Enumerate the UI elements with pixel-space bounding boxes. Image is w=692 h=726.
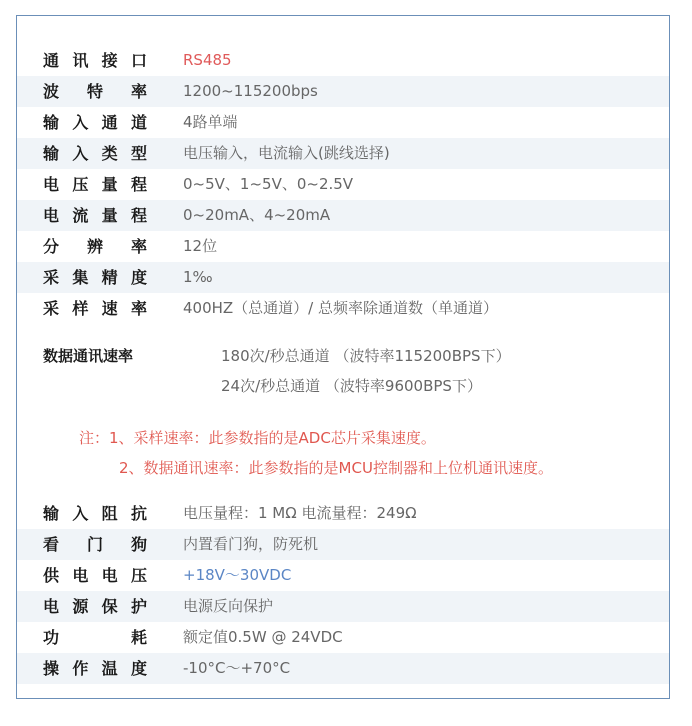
spec-label-char: 样 [72, 299, 89, 318]
spec-label-char: 接 [101, 51, 118, 70]
spec-value: 1‰ [183, 268, 213, 286]
spec-row [17, 138, 669, 169]
spec-label-char: 度 [130, 268, 147, 287]
spec-label-char: 电 [72, 566, 89, 585]
spec-value: 0~5V、1~5V、0~2.5V [183, 175, 354, 193]
spec-label-char: 保 [101, 597, 118, 616]
spec-label [43, 76, 147, 107]
spec-label [43, 231, 147, 262]
spec-label-char: 抗 [130, 504, 147, 523]
note-line-2: 2、数据通讯速率：此参数指的是MCU控制器和上位机通讯速度。 [119, 459, 553, 477]
spec-label-char: 型 [130, 144, 147, 163]
spec-value: 电压输入，电流输入(跳线选择) [183, 144, 390, 162]
spec-label [43, 560, 147, 591]
note-line-1: 注：1、采样速率：此参数指的是ADC芯片采集速度。 [79, 429, 436, 447]
spec-label-char: 电 [43, 597, 60, 616]
comm-rate-line-1: 180次/秒总通道 （波特率115200BPS下） [221, 347, 511, 365]
spec-label [43, 45, 147, 76]
spec-label [43, 293, 147, 324]
spec-label-char: 源 [72, 597, 89, 616]
spec-row [17, 107, 669, 138]
spec-label-char: 程 [130, 175, 147, 194]
spec-label-char: 分 [43, 237, 60, 256]
spec-row [17, 293, 669, 324]
spec-row [17, 653, 669, 684]
spec-row [17, 560, 669, 591]
spec-label-char: 率 [130, 299, 147, 318]
spec-label-char: 输 [43, 144, 60, 163]
spec-value: 4路单端 [183, 113, 238, 131]
spec-label-char: 类 [101, 144, 118, 163]
spec-label-char: 入 [72, 113, 89, 132]
spec-label-char: 温 [101, 659, 118, 678]
spec-label-char: 电 [101, 566, 118, 585]
spec-label-char: 波 [43, 82, 60, 101]
spec-row [17, 169, 669, 200]
spec-label-char: 率 [130, 237, 147, 256]
comm-rate-line-2: 24次/秒总通道 （波特率9600BPS下） [221, 377, 482, 395]
spec-label-char: 功 [43, 628, 60, 647]
spec-label-char: 压 [130, 566, 147, 585]
spec-label-char: 口 [130, 51, 147, 70]
spec-label-char: 入 [72, 504, 89, 523]
spec-label-char: 阻 [101, 504, 118, 523]
spec-value: RS485 [183, 51, 232, 69]
spec-label-char: 讯 [72, 51, 89, 70]
spec-label-char: 度 [130, 659, 147, 678]
spec-label-char: 输 [43, 113, 60, 132]
spec-label-char: 通 [101, 113, 118, 132]
spec-label-char: 特 [86, 82, 103, 101]
spec-value: 内置看门狗，防死机 [183, 535, 319, 553]
spec-label-char: 压 [72, 175, 89, 194]
spec-label: 数据通讯速率 [43, 347, 134, 365]
spec-value: +18V～30VDC [183, 566, 292, 584]
spec-row [17, 591, 669, 622]
spec-label-char: 护 [130, 597, 147, 616]
spec-label-char: 速 [101, 299, 118, 318]
spec-label-char: 辨 [86, 237, 103, 256]
spec-row [17, 76, 669, 107]
spec-label [43, 107, 147, 138]
spec-label [43, 200, 147, 231]
spec-label-char: 道 [130, 113, 147, 132]
spec-label-char: 耗 [130, 628, 147, 647]
spec-label-char: 量 [101, 175, 118, 194]
spec-label-char: 看 [43, 535, 60, 554]
spec-value: 12位 [183, 237, 218, 255]
spec-label-char: 输 [43, 504, 60, 523]
spec-row [17, 622, 669, 653]
spec-value: 电压量程：1 MΩ 电流量程：249Ω [183, 504, 417, 522]
spec-value: 电源反向保护 [183, 597, 274, 615]
spec-label-char: 作 [72, 659, 89, 678]
spec-value: -10°C～+70°C [183, 659, 291, 677]
spec-label-char: 操 [43, 659, 60, 678]
spec-label [43, 591, 147, 622]
spec-value: 400HZ（总通道）/ 总频率除通道数（单通道） [183, 299, 499, 317]
spec-label-char: 电 [43, 175, 60, 194]
spec-label-char: 门 [86, 535, 103, 554]
spec-label-char: 量 [101, 206, 118, 225]
spec-row [17, 45, 669, 76]
spec-value: 1200~115200bps [183, 82, 318, 100]
spec-label-char: 狗 [130, 535, 147, 554]
spec-row [17, 200, 669, 231]
spec-label-char: 精 [101, 268, 118, 287]
spec-label-char: 集 [72, 268, 89, 287]
spec-label [43, 529, 147, 560]
spec-label-char: 通 [43, 51, 60, 70]
spec-row [17, 231, 669, 262]
spec-label-char: 程 [130, 206, 147, 225]
spec-label [43, 138, 147, 169]
spec-label [43, 622, 147, 653]
spec-label [43, 169, 147, 200]
spec-label-char: 采 [43, 299, 60, 318]
spec-label-char: 采 [43, 268, 60, 287]
spec-label-char: 流 [72, 206, 89, 225]
spec-label-char: 率 [130, 82, 147, 101]
spec-label-char: 电 [43, 206, 60, 225]
spec-value: 额定值0.5W @ 24VDC [183, 628, 343, 646]
spec-label [43, 653, 147, 684]
spec-label [43, 262, 147, 293]
spec-row [17, 529, 669, 560]
spec-row [17, 262, 669, 293]
spec-label-char: 入 [72, 144, 89, 163]
spec-label [43, 498, 147, 529]
spec-row [17, 498, 669, 529]
spec-table [16, 15, 670, 699]
spec-label-char: 供 [43, 566, 60, 585]
spec-value: 0~20mA、4~20mA [183, 206, 331, 224]
